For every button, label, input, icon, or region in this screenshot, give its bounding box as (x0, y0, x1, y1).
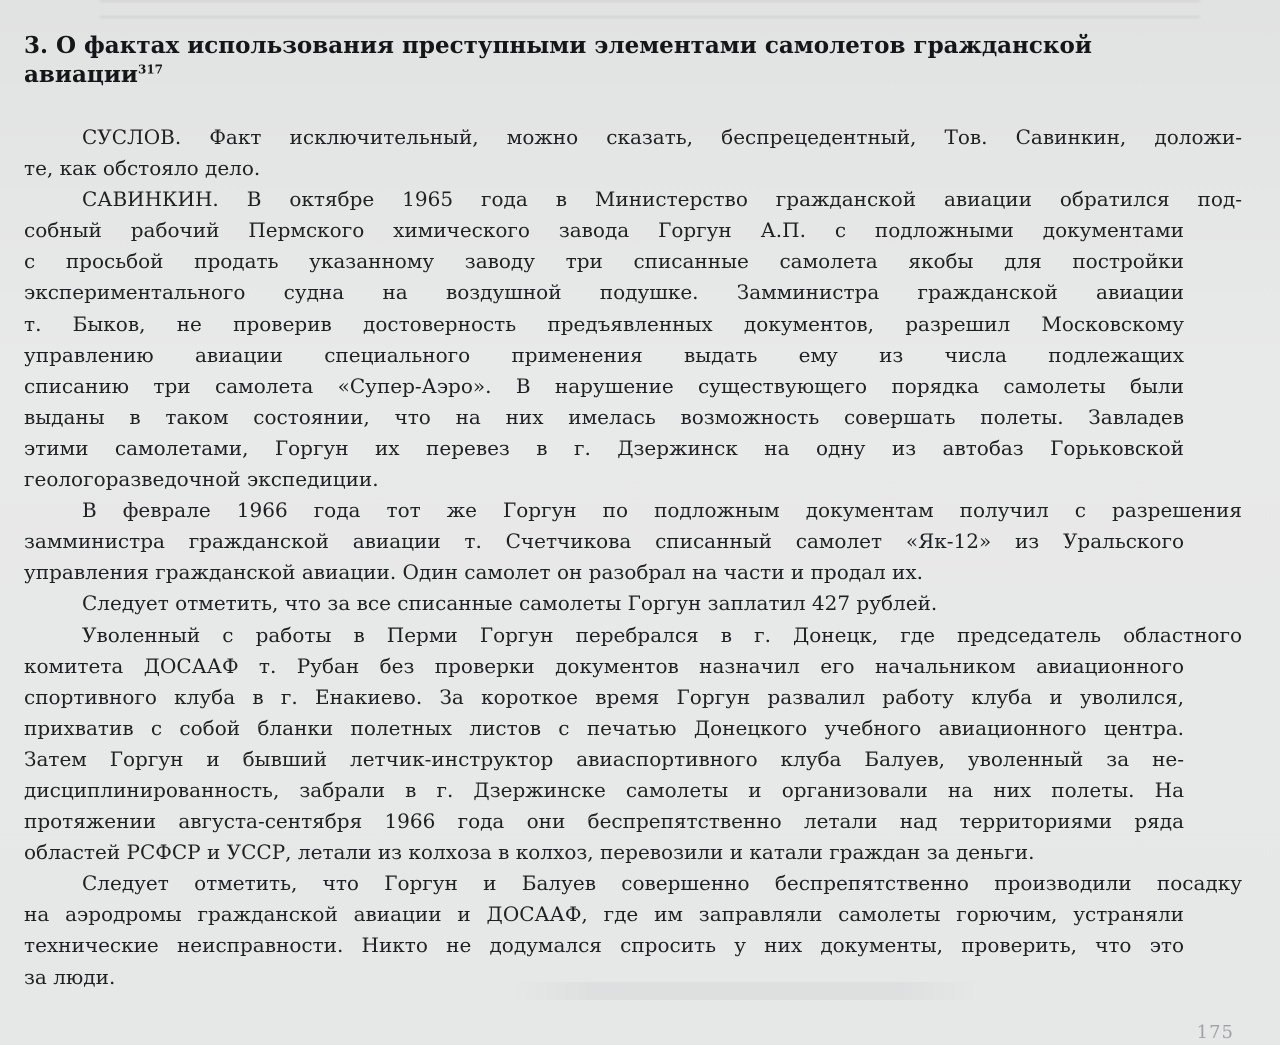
text-line: на аэродромы гражданской авиации и ДОСААФ, где им заправляли самолеты горючим, устраняли (24, 902, 1184, 927)
paragraph-savinkin (24, 184, 1244, 495)
body-text (24, 122, 1244, 993)
text-line: СУСЛОВ. Факт исключительный, можно сказать, беспрецедентный, Тов. Савинкин, доложи- (82, 125, 1242, 149)
heading-line-2 (24, 60, 1204, 89)
show-through-footer (510, 982, 980, 1000)
text-line: геологоразведочной экспедиции. (24, 467, 379, 492)
text-line: прихватив с собой бланки полетных листов с печатью Донецкого учебного авиационного центра. (24, 715, 1184, 740)
text-line: те, как обстояло дело. (24, 156, 261, 181)
section-heading (24, 31, 1204, 89)
footnote-reference: 317 (137, 62, 164, 77)
text-line: Уволенный с работы в Перми Горгун перебрался в г. Донецк, где председатель областного (82, 622, 1242, 647)
text-line: экспериментального судна на воздушной подушке. Замминистра гражданской авиации (24, 280, 1184, 305)
text-line: за люди. (24, 964, 116, 989)
text-line: собный рабочий Пермского химического завода Горгун А.П. с подложными документами (24, 218, 1184, 243)
paragraph-payment (24, 588, 1244, 619)
text-line: этими самолетами, Горгун их перевез в г. Дзержинск на одну из автобаз Горьковской (24, 435, 1184, 460)
text-line: спортивного клуба в г. Енакиево. За короткое время Горгун развалил работу клуба и уволился, (24, 684, 1184, 709)
text-line: дисциплинированность, забрали в г. Дзержинске самолеты и организовали на них полеты. На (24, 777, 1184, 802)
text-line: замминистра гражданской авиации т. Счетчикова списанный самолет «Як-12» из Уральского (24, 529, 1184, 554)
show-through-text (100, 0, 1200, 32)
text-line: управлению авиации специального применения выдать ему из числа подлежащих (24, 342, 1184, 367)
text-line: Следует отметить, что за все списанные самолеты Горгун заплатил 427 рублей. (82, 591, 938, 616)
text-line: т. Быков, не проверив достоверность предъявленных документов, разрешил Московскому (24, 311, 1184, 336)
text-line: Следует отметить, что Горгун и Балуев совершенно беспрепятственно производили посадку (82, 871, 1242, 896)
paragraph-suslov (24, 122, 1244, 184)
text-line: Затем Горгун и бывший летчик-инструктор авиаспортивного клуба Балуев, уволенный за не- (24, 746, 1184, 771)
text-line: САВИНКИН. В октябре 1965 года в Министерство гражданской авиации обратился под- (82, 187, 1242, 212)
paragraph-donetsk (24, 620, 1244, 869)
text-line: В феврале 1966 года тот же Горгун по подложным документам получил с разрешения (82, 498, 1242, 523)
text-line: управления гражданской авиации. Один самолет он разобрал на части и продал их. (24, 560, 924, 585)
text-line: протяжении августа-сентября 1966 года они беспрепятственно летали над территориями ряда (24, 809, 1184, 834)
text-line: с просьбой продать указанному заводу три списанные самолета якобы для постройки (24, 249, 1184, 274)
paragraph-landing (24, 868, 1244, 992)
text-line: областей РСФСР и УССР, летали из колхоза в колхоз, перевозили и катали граждан за деньги. (24, 840, 1035, 865)
paragraph-february (24, 495, 1244, 588)
text-line: комитета ДОСААФ т. Рубан без проверки документов назначил его начальником авиационного (24, 653, 1184, 678)
heading-line-1: 3. О фактах использования преступными элементами самолетов гражданской (24, 32, 1092, 59)
page-number: 175 (1196, 1022, 1234, 1043)
text-line: выданы в таком состоянии, что на них имелась возможность совершать полеты. Завладев (24, 404, 1184, 429)
text-line: списанию три самолета «Супер-Аэро». В нарушение существующего порядка самолеты были (24, 373, 1184, 398)
heading-line-2-text: авиации (24, 61, 138, 88)
text-line: технические неисправности. Никто не додумался спросить у них документы, проверить, что это (24, 933, 1184, 958)
